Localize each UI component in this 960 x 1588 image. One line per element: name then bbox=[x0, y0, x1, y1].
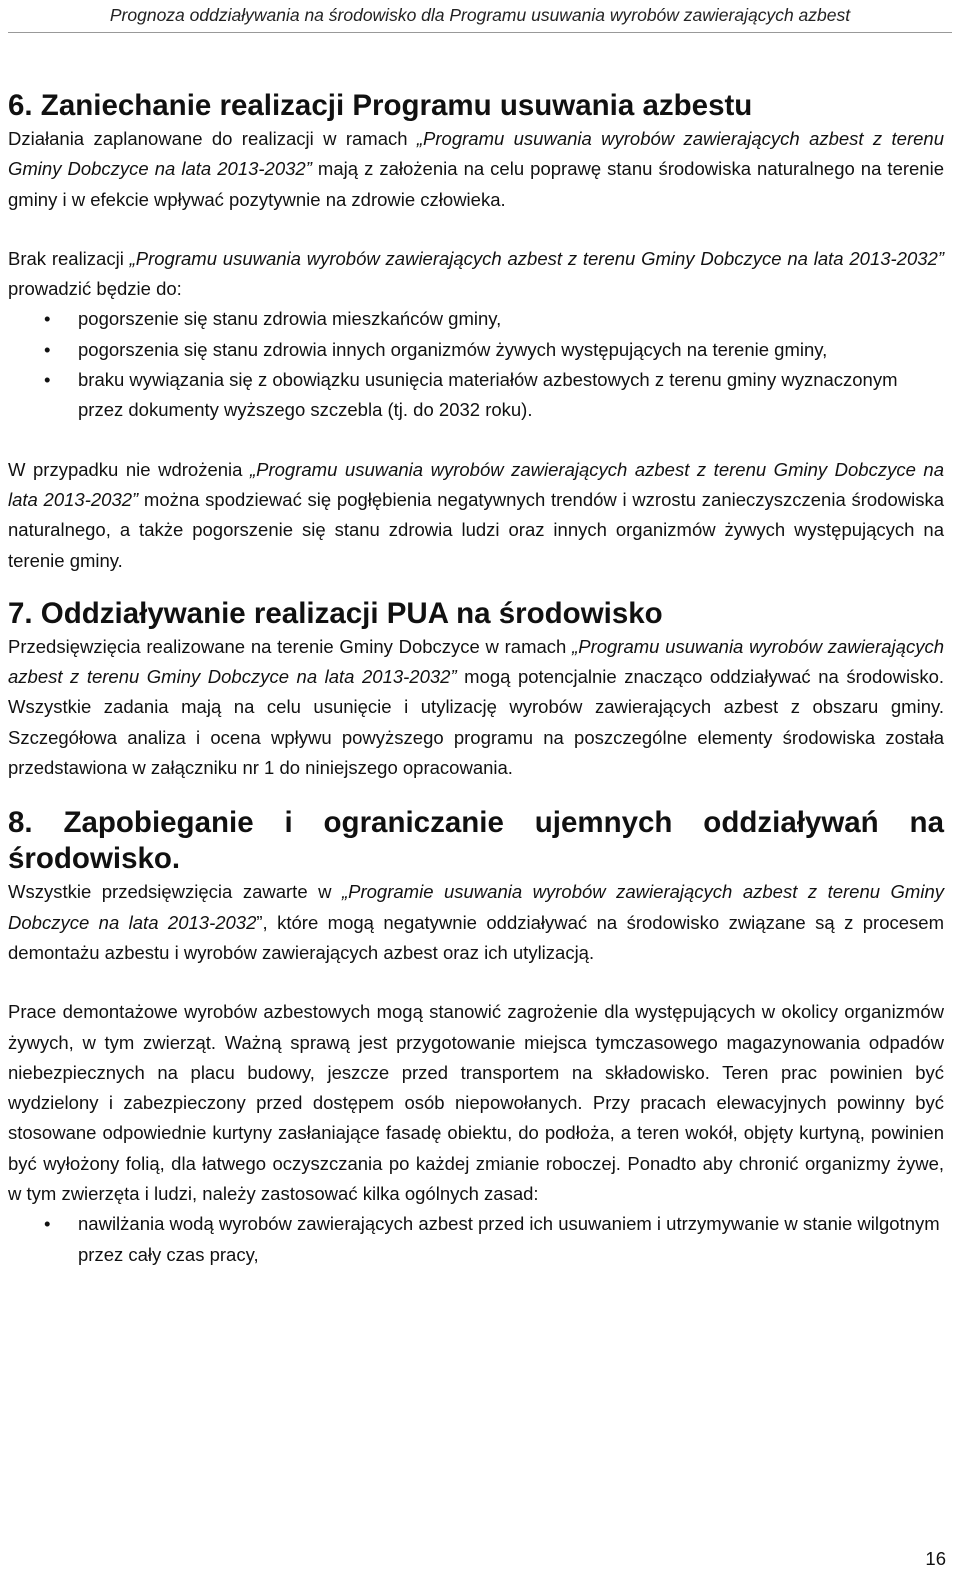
program-title-italic: „Programie usuwania wyrobów zawierających azbest z terenu Gminy Dobczyce na lata 2013-2032 bbox=[8, 881, 944, 933]
text-run: ”, które mogą negatywnie oddziaływać na środowisko związane są z procesem demontażu azbestu i wyrobów zawierających azbest oraz ich utylizacją. bbox=[8, 911, 944, 963]
section-6-paragraph-1 bbox=[8, 124, 944, 215]
text-run: prowadzić będzie do: bbox=[8, 278, 182, 300]
consequences-list bbox=[8, 304, 944, 425]
text-run: Przedsięwzięcia realizowane na terenie Gminy Dobczyce w ramach bbox=[8, 635, 573, 657]
page-number: 16 bbox=[925, 1548, 946, 1569]
program-title-italic: „Programu usuwania wyrobów zawierających azbest z terenu Gminy Dobczyce na lata 2013-2032” bbox=[8, 458, 945, 510]
bullet-icon: • bbox=[44, 1213, 51, 1235]
section-6-paragraph-3 bbox=[8, 455, 944, 576]
list-item-text: braku wywiązania się z obowiązku usunięcia materiałów azbestowych z terenu gminy wyznaczonym przez dokumenty wyższego szczebla (tj. do 2032 roku). bbox=[78, 369, 898, 421]
program-title-italic: „Programu usuwania wyrobów zawierających azbest z terenu Gminy Dobczyce na lata 2013-2032” bbox=[129, 247, 944, 269]
text-run: Brak realizacji bbox=[8, 247, 130, 269]
program-title-italic: „Programu usuwania wyrobów zawierających azbest z terenu Gminy Dobczyce na lata 2013-2032” bbox=[8, 635, 944, 688]
text-run: Działania zaplanowane do realizacji w ramach bbox=[8, 128, 417, 149]
text-run: W przypadku nie wdrożenia bbox=[8, 458, 250, 480]
section-8-paragraph-1 bbox=[8, 877, 944, 968]
section-6-heading: 6. Zaniechanie realizacji Programu usuwania azbestu bbox=[8, 89, 753, 122]
section-7-paragraph-1 bbox=[8, 632, 944, 783]
header-rule bbox=[8, 32, 952, 33]
section-8-heading: 8. Zapobieganie i ograniczanie ujemnych oddziaływań na środowisko. bbox=[8, 806, 944, 876]
bullet-icon: • bbox=[44, 308, 51, 330]
section-7-heading: 7. Oddziaływanie realizacji PUA na środowisko bbox=[8, 596, 663, 630]
list-item bbox=[8, 365, 944, 426]
bullet-icon: • bbox=[44, 369, 51, 391]
running-header: Prognoza oddziaływania na środowisko dla Programu usuwania wyrobów zawierających azbest bbox=[109, 5, 851, 25]
list-item bbox=[8, 304, 944, 334]
text-run: mogą potencjalnie znacząco oddziaływać na środowisko. Wszystkie zadania mają na celu usunięcie i utylizację wyrobów zawierających azbest z obszaru gminy. Szczegółowa analiza i ocena wpływu powyższego programu na poszczególne elementy środowiska została przedstawiona w załączniku nr 1 do niniejszego opracowania. bbox=[8, 666, 944, 779]
list-item-text: nawilżania wodą wyrobów zawierających azbest przed ich usuwaniem i utrzymywanie w stanie wilgotnym przez cały czas pracy, bbox=[78, 1213, 940, 1265]
text-run: mają z założenia na celu poprawę stanu środowiska naturalnego na terenie gminy i w efekcie wpływać pozytywnie na zdrowie człowieka. bbox=[8, 158, 944, 210]
text-run: można spodziewać się pogłębienia negatywnych trendów i wzrostu zanieczyszczenia środowiska naturalnego, a także pogorszenie się stanu zdrowia ludzi oraz innych organizmów żywych występujących na terenie gminy. bbox=[8, 488, 944, 571]
page-content bbox=[8, 88, 944, 1270]
rules-list bbox=[8, 1209, 944, 1270]
text-run: Wszystkie przedsięwzięcia zawarte w bbox=[8, 881, 342, 903]
section-8-paragraph-2: Prace demontażowe wyrobów azbestowych mogą stanowić zagrożenie dla występujących w okolicy organizmów żywych, w tym zwierząt. Ważną sprawą jest przygotowanie miejsca tymczasowego magazynowania odpadów niebezpiecznych na placu budowy, jeszcze przed transportem na składowisko. Teren prac powinien być wydzielony i zabezpieczony przed dostępem osób niepowołanych. Przy pracach elewacyjnych powinny być stosowane odpowiednie kurtyny zasłaniające fasadę obiektu, do podłoża, a teren wokół, objęty kurtyną, powinien być wyłożony folią, dla łatwego oczyszczania po każdej zmianie roboczej. Ponadto aby chronić organizmy żywe, w tym zwierzęta i ludzi, należy zastosować kilka ogólnych zasad: bbox=[8, 1001, 944, 1205]
list-item-text: pogorszenie się stanu zdrowia mieszkańców gminy, bbox=[78, 308, 502, 330]
list-item bbox=[8, 1209, 944, 1270]
program-title-italic: „Programu usuwania wyrobów zawierających azbest z terenu Gminy Dobczyce na lata 2013-2032” bbox=[8, 128, 944, 180]
section-6-paragraph-2 bbox=[8, 244, 944, 305]
list-item-text: pogorszenia się stanu zdrowia innych organizmów żywych występujących na terenie gminy, bbox=[78, 338, 828, 360]
bullet-icon: • bbox=[44, 338, 51, 360]
list-item bbox=[8, 335, 944, 365]
